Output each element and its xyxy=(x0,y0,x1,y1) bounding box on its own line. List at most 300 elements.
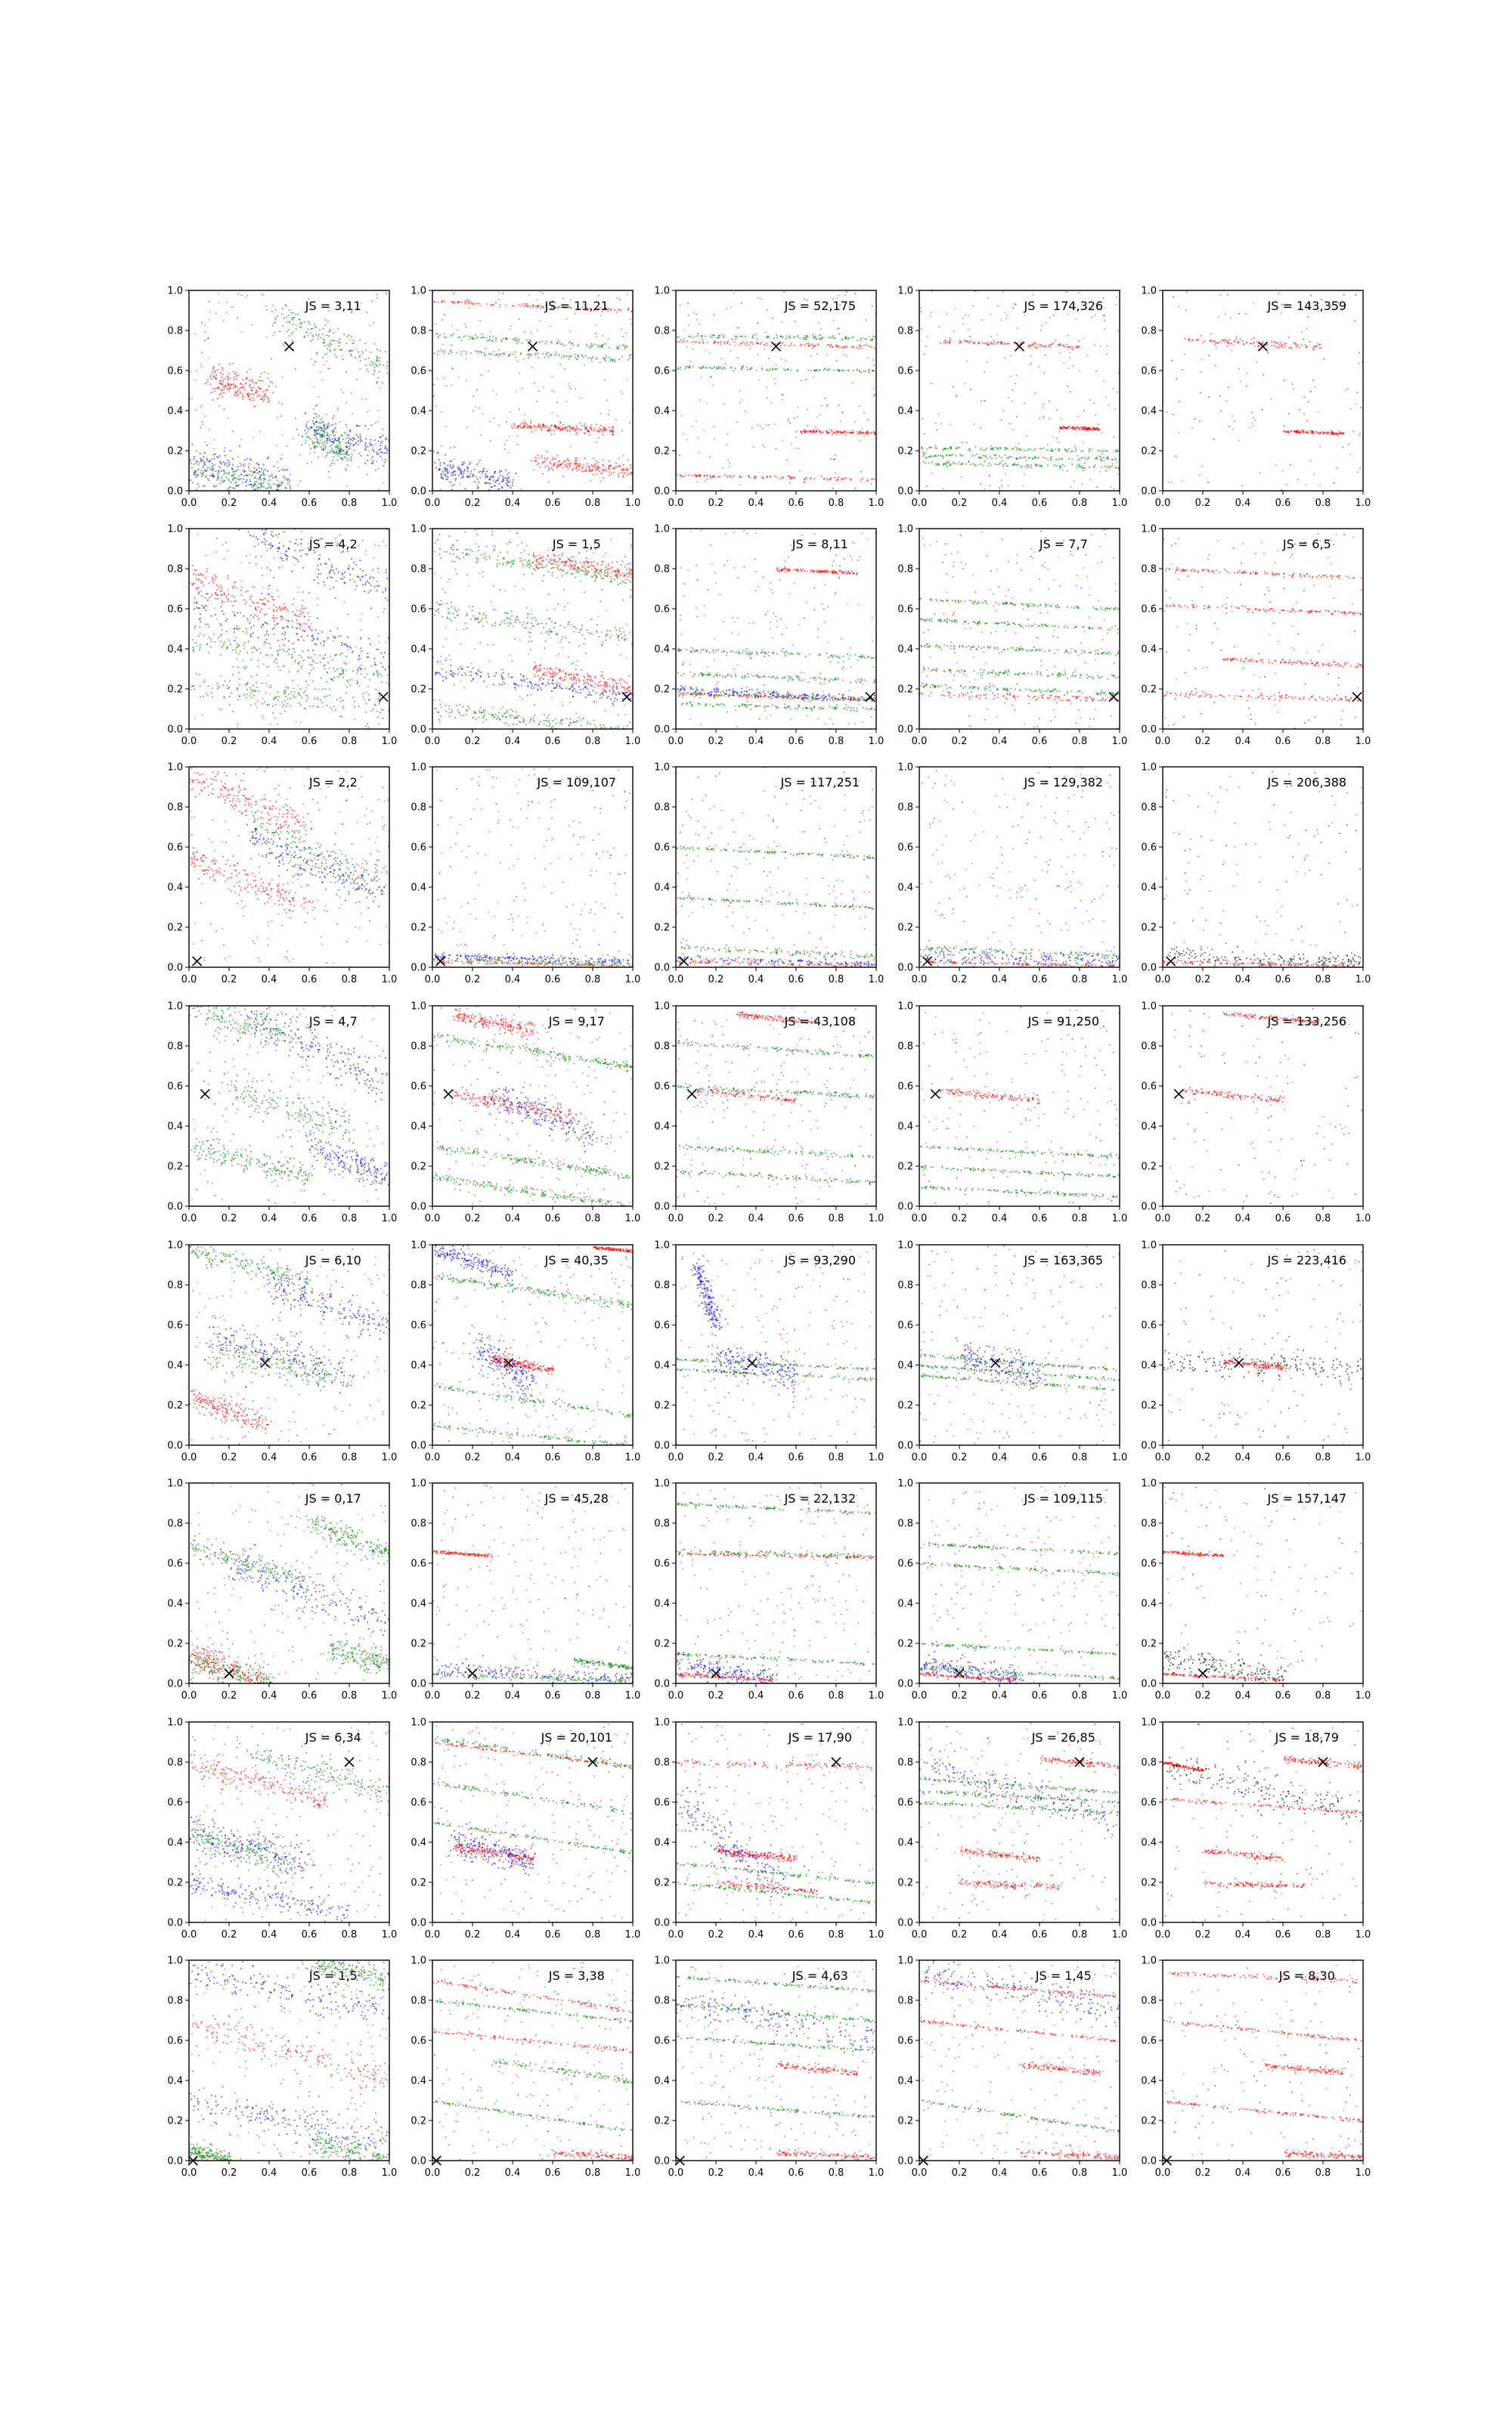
x-tick-label: 0.6 xyxy=(1032,974,1048,985)
x-tick-label: 0.0 xyxy=(425,2167,441,2179)
y-tick-label: 0.6 xyxy=(1141,1320,1157,1332)
x-tick-label: 0.0 xyxy=(1155,1213,1171,1224)
js-score-label: JS = 117,251 xyxy=(779,775,860,790)
y-tick-label: 0.2 xyxy=(654,1162,670,1173)
y-tick-label: 0.4 xyxy=(167,1122,183,1133)
y-tick-label: 0.0 xyxy=(167,724,183,736)
x-tick-label: 0.8 xyxy=(1315,1452,1331,1463)
y-tick-label: 0.6 xyxy=(167,1559,183,1570)
x-tick-label: 0.0 xyxy=(181,1452,197,1463)
x-tick-label: 0.8 xyxy=(342,736,358,747)
y-tick-label: 0.2 xyxy=(1141,1162,1157,1173)
x-tick-label: 0.8 xyxy=(1072,1213,1088,1224)
js-score-label: JS = 43,108 xyxy=(784,1014,856,1028)
y-tick-label: 0.2 xyxy=(411,2116,426,2127)
y-tick-label: 0.0 xyxy=(897,724,913,736)
y-tick-label: 0.6 xyxy=(411,366,426,377)
y-tick-label: 0.2 xyxy=(654,1639,670,1650)
y-tick-label: 0.0 xyxy=(411,486,426,498)
js-score-label: JS = 9,17 xyxy=(548,1014,605,1028)
y-tick-label: 0.2 xyxy=(411,1878,426,1889)
y-tick-label: 0.0 xyxy=(167,963,183,974)
x-tick-label: 0.0 xyxy=(668,1213,684,1224)
x-tick-label: 0.0 xyxy=(912,736,928,747)
js-score-label: JS = 6,34 xyxy=(305,1730,361,1745)
x-tick-label: 0.6 xyxy=(789,736,804,747)
y-tick-label: 0.4 xyxy=(411,2076,426,2087)
y-tick-label: 1.0 xyxy=(411,1478,426,1490)
y-tick-label: 0.4 xyxy=(654,644,670,656)
y-tick-label: 0.4 xyxy=(1141,883,1157,894)
js-score-label: JS = 17,90 xyxy=(788,1730,852,1745)
y-tick-label: 0.2 xyxy=(167,1878,183,1889)
y-tick-label: 0.6 xyxy=(411,1559,426,1570)
js-score-label: JS = 26,85 xyxy=(1031,1730,1095,1745)
x-tick-label: 0.4 xyxy=(262,1690,277,1702)
y-tick-label: 0.4 xyxy=(1141,644,1157,656)
y-tick-label: 0.6 xyxy=(167,366,183,377)
x-tick-label: 0.0 xyxy=(1155,498,1171,509)
x-tick-label: 0.6 xyxy=(1032,1690,1048,1702)
y-tick-label: 0.6 xyxy=(897,1320,913,1332)
y-tick-label: 0.4 xyxy=(1141,2076,1157,2087)
x-tick-label: 0.6 xyxy=(302,736,318,747)
y-tick-label: 0.6 xyxy=(411,604,426,616)
y-tick-label: 0.2 xyxy=(167,1639,183,1650)
x-tick-label: 0.8 xyxy=(1315,498,1331,509)
x-tick-label: 1.0 xyxy=(1356,498,1371,509)
y-tick-label: 0.2 xyxy=(167,923,183,934)
x-tick-label: 1.0 xyxy=(1112,1929,1128,1941)
y-tick-label: 0.6 xyxy=(1141,1081,1157,1093)
y-tick-label: 0.4 xyxy=(167,1838,183,1849)
x-tick-label: 0.6 xyxy=(789,2167,804,2179)
y-tick-label: 0.8 xyxy=(167,1996,183,2007)
y-tick-label: 1.0 xyxy=(167,1717,183,1729)
x-tick-label: 1.0 xyxy=(1356,736,1371,747)
x-tick-label: 0.6 xyxy=(302,1929,318,1941)
y-tick-label: 1.0 xyxy=(1141,1478,1157,1490)
y-tick-label: 0.4 xyxy=(654,406,670,417)
x-tick-label: 0.6 xyxy=(545,1452,561,1463)
y-tick-label: 0.2 xyxy=(897,1878,913,1889)
x-tick-label: 0.4 xyxy=(505,736,521,747)
x-tick-label: 0.0 xyxy=(425,498,441,509)
x-tick-label: 0.4 xyxy=(1235,1929,1251,1941)
x-tick-label: 0.4 xyxy=(505,2167,521,2179)
x-tick-label: 1.0 xyxy=(382,974,398,985)
y-tick-label: 0.4 xyxy=(1141,1122,1157,1133)
y-tick-label: 0.0 xyxy=(167,1918,183,1929)
y-tick-label: 0.2 xyxy=(411,1162,426,1173)
x-tick-label: 0.0 xyxy=(912,974,928,985)
x-tick-label: 0.4 xyxy=(262,1213,277,1224)
x-tick-label: 0.0 xyxy=(1155,736,1171,747)
js-score-label: JS = 7,7 xyxy=(1039,537,1088,551)
x-tick-label: 1.0 xyxy=(1356,1929,1371,1941)
x-tick-label: 0.6 xyxy=(545,1929,561,1941)
y-tick-label: 0.0 xyxy=(654,724,670,736)
y-tick-label: 1.0 xyxy=(1141,1717,1157,1729)
y-tick-label: 0.0 xyxy=(167,2156,183,2167)
js-score-label: JS = 206,388 xyxy=(1266,775,1346,790)
y-tick-label: 0.8 xyxy=(654,564,670,576)
y-tick-label: 0.8 xyxy=(897,326,913,337)
x-tick-label: 0.8 xyxy=(342,1452,358,1463)
y-tick-label: 0.8 xyxy=(1141,564,1157,576)
js-score-label: JS = 157,147 xyxy=(1266,1491,1346,1506)
y-tick-label: 0.0 xyxy=(167,1679,183,1690)
x-tick-label: 0.4 xyxy=(505,1929,521,1941)
x-tick-label: 0.2 xyxy=(952,974,968,985)
x-tick-label: 1.0 xyxy=(625,1213,641,1224)
y-tick-label: 0.6 xyxy=(1141,604,1157,616)
x-tick-label: 1.0 xyxy=(625,1690,641,1702)
y-tick-label: 0.8 xyxy=(897,1758,913,1769)
y-tick-label: 0.8 xyxy=(897,1041,913,1053)
y-tick-label: 0.4 xyxy=(167,883,183,894)
x-tick-label: 0.0 xyxy=(1155,2167,1171,2179)
x-tick-label: 0.2 xyxy=(952,2167,968,2179)
x-tick-label: 0.4 xyxy=(1235,498,1251,509)
y-tick-label: 0.8 xyxy=(654,802,670,814)
y-tick-label: 1.0 xyxy=(897,1001,913,1013)
x-tick-label: 0.6 xyxy=(1275,1452,1291,1463)
y-tick-label: 0.4 xyxy=(654,1122,670,1133)
y-tick-label: 0.4 xyxy=(167,406,183,417)
js-score-label: JS = 133,256 xyxy=(1266,1014,1346,1028)
y-tick-label: 1.0 xyxy=(897,762,913,774)
y-tick-label: 0.6 xyxy=(411,1798,426,1809)
js-score-label: JS = 18,79 xyxy=(1275,1730,1339,1745)
x-tick-label: 0.0 xyxy=(912,1690,928,1702)
y-tick-label: 1.0 xyxy=(167,1240,183,1252)
y-tick-label: 0.4 xyxy=(897,1838,913,1849)
x-tick-label: 1.0 xyxy=(382,736,398,747)
y-tick-label: 1.0 xyxy=(411,524,426,535)
x-tick-label: 0.8 xyxy=(1072,1929,1088,1941)
y-tick-label: 0.8 xyxy=(897,1519,913,1530)
x-tick-label: 0.8 xyxy=(1072,974,1088,985)
x-tick-label: 0.0 xyxy=(425,736,441,747)
x-tick-label: 0.4 xyxy=(992,1452,1008,1463)
x-tick-label: 0.2 xyxy=(222,1690,237,1702)
y-tick-label: 0.2 xyxy=(654,2116,670,2127)
y-tick-label: 0.0 xyxy=(897,1202,913,1213)
y-tick-label: 0.0 xyxy=(411,2156,426,2167)
x-tick-label: 0.6 xyxy=(1032,1929,1048,1941)
x-tick-label: 0.6 xyxy=(1032,2167,1048,2179)
y-tick-label: 0.2 xyxy=(411,684,426,696)
x-tick-label: 0.0 xyxy=(181,974,197,985)
y-tick-label: 1.0 xyxy=(1141,286,1157,297)
x-tick-label: 0.8 xyxy=(829,498,844,509)
y-tick-label: 0.0 xyxy=(654,1202,670,1213)
y-tick-label: 0.2 xyxy=(897,446,913,458)
y-tick-label: 0.0 xyxy=(167,486,183,498)
y-tick-label: 0.8 xyxy=(897,1280,913,1292)
x-tick-label: 0.4 xyxy=(748,498,764,509)
x-tick-label: 0.2 xyxy=(222,1213,237,1224)
x-tick-label: 0.4 xyxy=(748,1452,764,1463)
x-tick-label: 0.6 xyxy=(789,498,804,509)
y-tick-label: 0.6 xyxy=(167,1798,183,1809)
y-tick-label: 0.0 xyxy=(897,1918,913,1929)
js-score-label: JS = 109,107 xyxy=(536,775,616,790)
x-tick-label: 0.2 xyxy=(708,2167,724,2179)
js-score-label: JS = 11,21 xyxy=(544,299,609,313)
y-tick-label: 0.4 xyxy=(1141,1599,1157,1610)
x-tick-label: 0.4 xyxy=(992,498,1008,509)
x-tick-label: 0.0 xyxy=(1155,1452,1171,1463)
js-score-label: JS = 4,63 xyxy=(792,1969,848,1983)
x-tick-label: 1.0 xyxy=(1112,1213,1128,1224)
y-tick-label: 1.0 xyxy=(167,1956,183,1967)
y-tick-label: 0.8 xyxy=(411,326,426,337)
x-tick-label: 1.0 xyxy=(625,498,641,509)
y-tick-label: 0.2 xyxy=(654,446,670,458)
x-tick-label: 0.6 xyxy=(789,1929,804,1941)
x-tick-label: 0.2 xyxy=(952,498,968,509)
y-tick-label: 0.4 xyxy=(654,1360,670,1372)
x-tick-label: 0.8 xyxy=(829,736,844,747)
x-tick-label: 0.0 xyxy=(668,1929,684,1941)
x-tick-label: 1.0 xyxy=(869,1690,885,1702)
y-tick-label: 0.0 xyxy=(1141,1918,1157,1929)
y-tick-label: 0.8 xyxy=(654,1758,670,1769)
x-tick-label: 1.0 xyxy=(625,1929,641,1941)
js-score-label: JS = 20,101 xyxy=(541,1730,612,1745)
x-tick-label: 1.0 xyxy=(869,1213,885,1224)
y-tick-label: 0.6 xyxy=(654,1081,670,1093)
y-tick-label: 1.0 xyxy=(654,1478,670,1490)
x-tick-label: 0.0 xyxy=(668,2167,684,2179)
x-tick-label: 0.6 xyxy=(302,1213,318,1224)
x-tick-label: 0.6 xyxy=(545,974,561,985)
y-tick-label: 0.4 xyxy=(654,1838,670,1849)
y-tick-label: 0.2 xyxy=(167,684,183,696)
y-tick-label: 0.6 xyxy=(1141,842,1157,854)
y-tick-label: 0.2 xyxy=(897,684,913,696)
y-tick-label: 1.0 xyxy=(897,524,913,535)
y-tick-label: 0.8 xyxy=(411,1280,426,1292)
x-tick-label: 0.8 xyxy=(829,1929,844,1941)
x-tick-label: 0.4 xyxy=(505,974,521,985)
y-tick-label: 0.4 xyxy=(411,1599,426,1610)
x-tick-label: 0.4 xyxy=(992,1690,1008,1702)
y-tick-label: 0.0 xyxy=(654,1441,670,1452)
y-tick-label: 0.4 xyxy=(167,644,183,656)
y-tick-label: 0.0 xyxy=(167,1441,183,1452)
x-tick-label: 0.8 xyxy=(585,974,601,985)
x-tick-label: 0.6 xyxy=(1032,1213,1048,1224)
js-score-label: JS = 52,175 xyxy=(784,299,856,313)
y-tick-label: 0.6 xyxy=(1141,366,1157,377)
x-tick-label: 0.6 xyxy=(545,2167,561,2179)
x-tick-label: 0.2 xyxy=(465,736,481,747)
x-tick-label: 1.0 xyxy=(625,2167,641,2179)
x-tick-label: 0.4 xyxy=(505,1690,521,1702)
y-tick-label: 0.6 xyxy=(411,1320,426,1332)
y-tick-label: 0.6 xyxy=(654,2036,670,2047)
y-tick-label: 1.0 xyxy=(167,524,183,535)
x-tick-label: 0.8 xyxy=(1072,2167,1088,2179)
y-tick-label: 0.2 xyxy=(167,446,183,458)
y-tick-label: 0.2 xyxy=(897,923,913,934)
x-tick-label: 0.4 xyxy=(1235,974,1251,985)
x-tick-label: 1.0 xyxy=(1356,974,1371,985)
x-tick-label: 0.2 xyxy=(708,1213,724,1224)
y-tick-label: 0.2 xyxy=(167,2116,183,2127)
y-tick-label: 0.8 xyxy=(1141,1041,1157,1053)
x-tick-label: 1.0 xyxy=(869,736,885,747)
x-tick-label: 0.6 xyxy=(545,736,561,747)
js-score-label: JS = 223,416 xyxy=(1266,1253,1346,1267)
y-tick-label: 0.2 xyxy=(654,1401,670,1412)
x-tick-label: 0.8 xyxy=(829,1213,844,1224)
x-tick-label: 0.8 xyxy=(829,2167,844,2179)
x-tick-label: 0.2 xyxy=(708,498,724,509)
y-tick-label: 0.6 xyxy=(654,366,670,377)
y-tick-label: 0.8 xyxy=(1141,802,1157,814)
y-tick-label: 0.4 xyxy=(411,1838,426,1849)
x-tick-label: 0.0 xyxy=(181,1213,197,1224)
y-tick-label: 0.0 xyxy=(654,2156,670,2167)
y-tick-label: 0.2 xyxy=(654,923,670,934)
x-tick-label: 1.0 xyxy=(382,498,398,509)
x-tick-label: 0.0 xyxy=(1155,1929,1171,1941)
y-tick-label: 0.8 xyxy=(411,802,426,814)
y-tick-label: 0.0 xyxy=(1141,1441,1157,1452)
js-score-label: JS = 1,45 xyxy=(1035,1969,1092,1983)
y-tick-label: 0.0 xyxy=(411,1679,426,1690)
x-tick-label: 0.6 xyxy=(302,2167,318,2179)
js-score-label: JS = 1,5 xyxy=(552,537,601,551)
y-tick-label: 1.0 xyxy=(411,286,426,297)
x-tick-label: 1.0 xyxy=(869,1452,885,1463)
js-score-label: JS = 4,7 xyxy=(308,1014,358,1028)
y-tick-label: 0.8 xyxy=(167,1041,183,1053)
y-tick-label: 0.6 xyxy=(654,1798,670,1809)
x-tick-label: 0.8 xyxy=(829,1452,844,1463)
y-tick-label: 1.0 xyxy=(167,286,183,297)
x-tick-label: 0.4 xyxy=(992,2167,1008,2179)
x-tick-label: 0.4 xyxy=(1235,1213,1251,1224)
y-tick-label: 0.6 xyxy=(167,842,183,854)
y-tick-label: 0.8 xyxy=(411,1041,426,1053)
x-tick-label: 0.0 xyxy=(668,1452,684,1463)
x-tick-label: 0.2 xyxy=(708,736,724,747)
y-tick-label: 0.4 xyxy=(411,406,426,417)
y-tick-label: 0.4 xyxy=(1141,1360,1157,1372)
x-tick-label: 1.0 xyxy=(1112,974,1128,985)
js-score-label: JS = 6,5 xyxy=(1282,537,1331,551)
y-tick-label: 1.0 xyxy=(411,1717,426,1729)
js-score-label: JS = 1,5 xyxy=(308,1969,358,1983)
x-tick-label: 0.8 xyxy=(829,1690,844,1702)
y-tick-label: 0.0 xyxy=(654,486,670,498)
x-tick-label: 0.0 xyxy=(668,974,684,985)
x-tick-label: 1.0 xyxy=(625,974,641,985)
y-tick-label: 1.0 xyxy=(654,1240,670,1252)
x-tick-label: 0.0 xyxy=(668,736,684,747)
x-tick-label: 0.6 xyxy=(789,1690,804,1702)
x-tick-label: 1.0 xyxy=(1112,1690,1128,1702)
js-score-label: JS = 129,382 xyxy=(1023,775,1103,790)
y-tick-label: 0.8 xyxy=(411,1519,426,1530)
x-tick-label: 0.2 xyxy=(952,736,968,747)
x-tick-label: 0.8 xyxy=(1072,498,1088,509)
y-tick-label: 1.0 xyxy=(411,762,426,774)
x-tick-label: 0.2 xyxy=(952,1929,968,1941)
x-tick-label: 0.4 xyxy=(748,974,764,985)
y-tick-label: 0.2 xyxy=(167,1162,183,1173)
x-tick-label: 0.8 xyxy=(1315,736,1331,747)
x-tick-label: 0.0 xyxy=(912,2167,928,2179)
y-tick-label: 0.8 xyxy=(1141,1519,1157,1530)
y-tick-label: 1.0 xyxy=(654,1001,670,1013)
y-tick-label: 1.0 xyxy=(1141,762,1157,774)
y-tick-label: 0.2 xyxy=(1141,2116,1157,2127)
x-tick-label: 0.2 xyxy=(1195,736,1211,747)
x-tick-label: 0.4 xyxy=(748,1690,764,1702)
y-tick-label: 1.0 xyxy=(654,1717,670,1729)
x-tick-label: 1.0 xyxy=(1356,1213,1371,1224)
js-score-label: JS = 174,326 xyxy=(1023,299,1103,313)
x-tick-label: 0.2 xyxy=(952,1213,968,1224)
y-tick-label: 0.0 xyxy=(411,1918,426,1929)
y-tick-label: 0.8 xyxy=(167,564,183,576)
y-tick-label: 0.8 xyxy=(167,802,183,814)
x-tick-label: 0.0 xyxy=(1155,974,1171,985)
y-tick-label: 0.4 xyxy=(897,1122,913,1133)
x-tick-label: 0.6 xyxy=(302,1690,318,1702)
y-tick-label: 1.0 xyxy=(654,286,670,297)
y-tick-label: 0.6 xyxy=(1141,1559,1157,1570)
y-tick-label: 1.0 xyxy=(167,1478,183,1490)
js-score-label: JS = 8,30 xyxy=(1278,1969,1335,1983)
x-tick-label: 0.2 xyxy=(1195,974,1211,985)
x-tick-label: 0.6 xyxy=(1275,736,1291,747)
x-tick-label: 1.0 xyxy=(382,2167,398,2179)
y-tick-label: 0.8 xyxy=(411,564,426,576)
x-tick-label: 1.0 xyxy=(869,498,885,509)
x-tick-label: 0.2 xyxy=(465,1213,481,1224)
x-tick-label: 0.0 xyxy=(181,1690,197,1702)
x-tick-label: 0.8 xyxy=(342,2167,358,2179)
y-tick-label: 0.0 xyxy=(1141,486,1157,498)
x-tick-label: 0.6 xyxy=(1275,1690,1291,1702)
js-score-label: JS = 3,11 xyxy=(305,299,361,313)
y-tick-label: 0.4 xyxy=(167,1360,183,1372)
js-score-label: JS = 6,10 xyxy=(305,1253,361,1267)
js-score-label: JS = 4,2 xyxy=(308,537,358,551)
y-tick-label: 0.4 xyxy=(1141,1838,1157,1849)
x-tick-label: 0.2 xyxy=(465,2167,481,2179)
y-tick-label: 0.2 xyxy=(167,1401,183,1412)
x-tick-label: 0.4 xyxy=(992,974,1008,985)
x-tick-label: 0.0 xyxy=(912,1452,928,1463)
y-tick-label: 0.4 xyxy=(1141,406,1157,417)
y-tick-label: 0.6 xyxy=(654,604,670,616)
y-tick-label: 0.8 xyxy=(897,802,913,814)
x-tick-label: 0.8 xyxy=(585,1690,601,1702)
y-tick-label: 0.8 xyxy=(411,1758,426,1769)
x-tick-label: 0.4 xyxy=(505,498,521,509)
y-tick-label: 0.8 xyxy=(411,1996,426,2007)
y-tick-label: 0.2 xyxy=(897,1639,913,1650)
y-tick-label: 0.6 xyxy=(897,1081,913,1093)
